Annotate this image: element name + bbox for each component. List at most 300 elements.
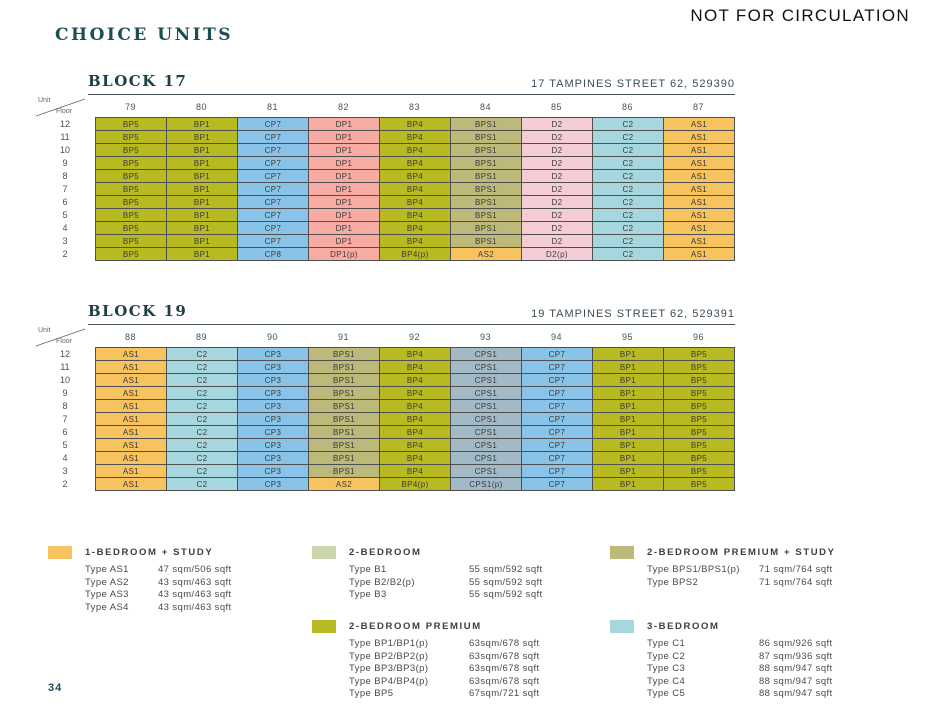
unit-cell: CP7: [238, 196, 309, 209]
unit-cell: BP4: [380, 348, 451, 361]
unit-cell: CP3: [238, 426, 309, 439]
unit-cell: AS1: [664, 144, 735, 157]
unit-grid: [95, 117, 735, 261]
unit-cell: BP5: [664, 348, 735, 361]
unit-stack-number: 85: [550, 102, 562, 112]
unit-stack-number: 81: [266, 102, 278, 112]
unit-cell: BPS1: [309, 452, 380, 465]
unit-cell: BP1: [167, 248, 238, 261]
unit-cell: BP5: [664, 439, 735, 452]
unit-cell: C2: [167, 478, 238, 491]
unit-cell: CP7: [522, 426, 593, 439]
floor-label: 5: [62, 440, 68, 450]
unit-cell: BP5: [96, 131, 167, 144]
unit-cell: BP1: [593, 465, 664, 478]
unit-stack-number: 87: [692, 102, 704, 112]
floor-label: 8: [62, 171, 68, 181]
unit-cell: D2(p): [522, 248, 593, 261]
unit-cell: AS1: [96, 478, 167, 491]
unit-cell: CP7: [238, 235, 309, 248]
unit-cell: BP1: [167, 144, 238, 157]
unit-grid: [95, 347, 735, 491]
legend-item: [647, 651, 833, 664]
unit-axis-label: Unit: [38, 327, 51, 334]
unit-cell: BP1: [167, 222, 238, 235]
unit-numbers-row: [35, 327, 735, 347]
legend-type: Type BP2/BP2(p): [349, 650, 429, 662]
unit-cell: C2: [593, 144, 664, 157]
floor-axis-label: Floor: [56, 338, 72, 345]
floor-label: 7: [62, 414, 68, 424]
unit-cell: C2: [167, 348, 238, 361]
unit-cell: CP7: [522, 478, 593, 491]
unit-stack-number: 82: [337, 102, 349, 112]
unit-cell: CP3: [238, 374, 309, 387]
unit-cell: BP1: [593, 361, 664, 374]
unit-axis-label: Unit: [38, 97, 51, 104]
floor-label: 2: [62, 479, 68, 489]
unit-cell: BP4: [380, 144, 451, 157]
unit-cell: CP3: [238, 348, 309, 361]
unit-cell: AS2: [309, 478, 380, 491]
floor-label: 4: [62, 453, 68, 463]
legend-2-bedroom: [312, 546, 543, 602]
legend-item: [85, 577, 232, 590]
floor-label: 10: [59, 375, 70, 385]
legend-size: 43 sqm/463 sqft: [158, 576, 232, 588]
unit-cell: CPS1: [451, 361, 522, 374]
unit-cell: DP1: [309, 131, 380, 144]
unit-cell: CPS1: [451, 465, 522, 478]
unit-cell: BP1: [167, 131, 238, 144]
unit-cell: AS1: [664, 222, 735, 235]
legend-size: 67sqm/721 sqft: [469, 688, 540, 700]
unit-cell: BPS1: [451, 222, 522, 235]
unit-cell: DP1: [309, 222, 380, 235]
unit-cell: CPS1: [451, 374, 522, 387]
unit-cell: BP5: [96, 118, 167, 131]
floor-label: 3: [62, 466, 68, 476]
unit-cell: CP7: [522, 361, 593, 374]
legend-item: [349, 651, 540, 664]
unit-stack-number: 91: [337, 332, 349, 342]
unit-cell: BP5: [96, 222, 167, 235]
legend-item: [647, 577, 836, 590]
unit-stack-number: 88: [124, 332, 136, 342]
unit-cell: C2: [593, 118, 664, 131]
block-address: 17 TAMPINES STREET 62, 529390: [531, 78, 735, 90]
unit-cell: C2: [593, 170, 664, 183]
unit-cell: BP4: [380, 222, 451, 235]
legend-type: Type C3: [647, 663, 686, 675]
unit-cell: CPS1: [451, 452, 522, 465]
legend-swatch: [610, 620, 634, 633]
page-number: 34: [48, 682, 63, 694]
unit-cell: CP7: [522, 452, 593, 465]
floor-label: 9: [62, 158, 68, 168]
unit-cell: BP5: [96, 248, 167, 261]
unit-cell: CP3: [238, 361, 309, 374]
unit-cell: BP4: [380, 387, 451, 400]
unit-cell: BP4: [380, 118, 451, 131]
unit-cell: D2: [522, 170, 593, 183]
legend-size: 55 sqm/592 sqft: [469, 576, 543, 588]
unit-cell: C2: [593, 222, 664, 235]
legend-2-bedroom-premium-study: [610, 546, 836, 589]
floor-label: 10: [59, 145, 70, 155]
legend-item: [349, 688, 540, 701]
unit-cell: BPS1: [451, 118, 522, 131]
unit-cell: BP4: [380, 413, 451, 426]
unit-cell: CP7: [238, 209, 309, 222]
legend-type: Type B1: [349, 564, 387, 575]
floor-label: 5: [62, 210, 68, 220]
unit-cell: CP7: [238, 170, 309, 183]
legend-type: Type BP3/BP3(p): [349, 663, 429, 675]
unit-cell: BP4: [380, 183, 451, 196]
legend-type: Type AS4: [85, 601, 129, 613]
legend-item: [349, 676, 540, 689]
unit-cell: CP7: [238, 183, 309, 196]
unit-cell: D2: [522, 131, 593, 144]
unit-cell: C2: [167, 387, 238, 400]
legend-title: 3-BEDROOM: [647, 621, 720, 632]
unit-cell: C2: [167, 361, 238, 374]
unit-cell: BP4: [380, 374, 451, 387]
legend-type: Type C5: [647, 688, 686, 700]
unit-stack-number: 92: [408, 332, 420, 342]
unit-cell: D2: [522, 118, 593, 131]
unit-stack-number: 84: [479, 102, 491, 112]
unit-cell: BP1: [167, 209, 238, 222]
unit-cell: BPS1: [451, 170, 522, 183]
floor-axis-label: Floor: [56, 108, 72, 115]
floor-labels-column: [35, 347, 95, 491]
unit-cell: CP7: [522, 400, 593, 413]
legend-size: 47 sqm/506 sqft: [158, 564, 232, 575]
legend-size: 55 sqm/592 sqft: [469, 564, 543, 575]
unit-cell: CP7: [238, 157, 309, 170]
legend-item: [647, 564, 836, 577]
unit-cell: AS1: [664, 196, 735, 209]
unit-cell: BP5: [664, 452, 735, 465]
unit-cell: AS1: [664, 248, 735, 261]
legend-item: [85, 602, 232, 615]
unit-cell: CP7: [522, 387, 593, 400]
unit-cell: BPS1: [309, 374, 380, 387]
legend-type: Type BP4/BP4(p): [349, 675, 429, 687]
page-title: CHOICE UNITS: [55, 25, 234, 45]
unit-cell: BP1: [593, 413, 664, 426]
unit-cell: BP5: [664, 361, 735, 374]
unit-cell: AS1: [664, 235, 735, 248]
block-header: [88, 72, 735, 95]
unit-numbers-row: [35, 97, 735, 117]
unit-cell: BP5: [96, 157, 167, 170]
unit-cell: C2: [167, 452, 238, 465]
legend-type: Type BPS2: [647, 576, 699, 588]
unit-cell: BP4: [380, 235, 451, 248]
legend-item: [647, 638, 833, 651]
legend-item: [85, 564, 232, 577]
unit-cell: AS1: [664, 118, 735, 131]
legend-item: [349, 564, 543, 577]
legend-3-bedroom: [610, 620, 833, 701]
unit-cell: BP4: [380, 465, 451, 478]
unit-cell: CP3: [238, 413, 309, 426]
unit-cell: C2: [167, 374, 238, 387]
unit-stack-number: 80: [195, 102, 207, 112]
unit-cell: BP1: [167, 170, 238, 183]
floor-label: 9: [62, 388, 68, 398]
unit-cell: CP3: [238, 478, 309, 491]
unit-cell: DP1: [309, 157, 380, 170]
unit-cell: D2: [522, 235, 593, 248]
floor-label: 4: [62, 223, 68, 233]
unit-cell: BP1: [167, 196, 238, 209]
unit-cell: C2: [593, 248, 664, 261]
unit-cell: BP1: [593, 400, 664, 413]
unit-cell: AS1: [96, 439, 167, 452]
unit-cell: CP7: [522, 348, 593, 361]
unit-cell: C2: [167, 400, 238, 413]
unit-cell: AS2: [451, 248, 522, 261]
unit-floor-corner: [35, 327, 95, 347]
unit-cell: DP1: [309, 183, 380, 196]
legend-swatch: [48, 546, 72, 559]
unit-cell: BPS1: [309, 426, 380, 439]
unit-cell: C2: [167, 413, 238, 426]
floor-label: 6: [62, 427, 68, 437]
unit-cell: AS1: [96, 361, 167, 374]
unit-cell: BPS1: [309, 413, 380, 426]
floor-label: 2: [62, 249, 68, 259]
unit-cell: CP7: [238, 222, 309, 235]
legend-size: 88 sqm/947 sqft: [759, 675, 833, 687]
legend-items: [85, 564, 232, 614]
unit-cell: D2: [522, 144, 593, 157]
unit-cell: BP1: [593, 387, 664, 400]
unit-cell: D2: [522, 209, 593, 222]
unit-stack-number: 94: [550, 332, 562, 342]
unit-cell: BPS1: [451, 235, 522, 248]
unit-stack-number: 96: [692, 332, 704, 342]
legend-swatch: [312, 620, 336, 633]
unit-stack-number: 79: [124, 102, 136, 112]
unit-cell: BP5: [664, 426, 735, 439]
unit-cell: DP1: [309, 209, 380, 222]
legend-items: [349, 638, 540, 701]
legend-size: 43 sqm/463 sqft: [158, 601, 232, 613]
unit-cell: BPS1: [309, 465, 380, 478]
unit-grid-body: [35, 117, 735, 261]
unit-cell: CP7: [522, 374, 593, 387]
unit-cell: C2: [167, 439, 238, 452]
unit-cell: BP5: [96, 144, 167, 157]
unit-cell: BPS1: [309, 361, 380, 374]
block-title: BLOCK 19: [88, 302, 188, 320]
legend-item: [349, 638, 540, 651]
unit-stack-number: 95: [621, 332, 633, 342]
unit-cell: DP1: [309, 196, 380, 209]
unit-cell: BP1: [593, 374, 664, 387]
legend-item: [349, 589, 543, 602]
unit-cell: BP5: [664, 413, 735, 426]
legend-size: 87 sqm/936 sqft: [759, 650, 833, 662]
legend-size: 88 sqm/947 sqft: [759, 663, 833, 675]
unit-cell: CP7: [238, 131, 309, 144]
unit-cell: AS1: [96, 387, 167, 400]
legend-type: Type C4: [647, 675, 686, 687]
floor-label: 12: [59, 119, 70, 129]
unit-cell: BP4: [380, 196, 451, 209]
unit-cell: BPS1: [309, 387, 380, 400]
unit-cell: BPS1: [451, 144, 522, 157]
unit-cell: BP4: [380, 157, 451, 170]
unit-cell: AS1: [664, 131, 735, 144]
unit-cell: BP5: [96, 196, 167, 209]
unit-cell: BP1: [167, 235, 238, 248]
unit-cell: AS1: [664, 209, 735, 222]
floor-label: 6: [62, 197, 68, 207]
unit-cell: BP1: [593, 478, 664, 491]
unit-cell: C2: [593, 131, 664, 144]
block-19-section: [35, 302, 735, 491]
unit-cell: BPS1: [451, 196, 522, 209]
unit-stack-number: 93: [479, 332, 491, 342]
legend-size: 63sqm/678 sqft: [469, 638, 540, 649]
unit-cell: AS1: [96, 426, 167, 439]
unit-cell: C2: [593, 157, 664, 170]
unit-cell: D2: [522, 183, 593, 196]
legend-item: [647, 676, 833, 689]
unit-cell: BP4: [380, 131, 451, 144]
legend-size: 43 sqm/463 sqft: [158, 589, 232, 601]
unit-cell: CP7: [522, 465, 593, 478]
unit-cell: C2: [167, 465, 238, 478]
legend-size: 55 sqm/592 sqft: [469, 589, 543, 601]
legend-size: 86 sqm/926 sqft: [759, 638, 833, 649]
unit-cell: AS1: [96, 413, 167, 426]
unit-cell: CPS1: [451, 400, 522, 413]
unit-cell: D2: [522, 157, 593, 170]
legend-title: 2-BEDROOM PREMIUM: [349, 621, 482, 632]
unit-cell: BP5: [664, 465, 735, 478]
legend-type: Type C2: [647, 650, 686, 662]
unit-cell: BP4(p): [380, 248, 451, 261]
unit-cell: BP5: [96, 170, 167, 183]
legend-item: [349, 577, 543, 590]
unit-cell: AS1: [96, 465, 167, 478]
block-17-section: [35, 72, 735, 261]
legend-type: Type B2/B2(p): [349, 576, 415, 588]
unit-cell: D2: [522, 222, 593, 235]
legend-1-bedroom-study: [48, 546, 232, 614]
unit-cell: AS1: [96, 374, 167, 387]
floor-label: 8: [62, 401, 68, 411]
legend-type: Type B3: [349, 589, 387, 601]
unit-cell: DP1: [309, 235, 380, 248]
unit-cell: CPS1(p): [451, 478, 522, 491]
unit-cell: DP1: [309, 118, 380, 131]
unit-cell: CP8: [238, 248, 309, 261]
unit-cell: BP1: [167, 183, 238, 196]
legend-swatch: [610, 546, 634, 559]
unit-cell: BP1: [167, 157, 238, 170]
unit-cell: BP4: [380, 170, 451, 183]
unit-cell: BP4(p): [380, 478, 451, 491]
legend-item: [349, 663, 540, 676]
unit-cell: CP3: [238, 439, 309, 452]
floor-label: 12: [59, 349, 70, 359]
unit-cell: BP5: [664, 387, 735, 400]
legend-size: 71 sqm/764 sqft: [759, 564, 833, 575]
unit-cell: AS1: [96, 452, 167, 465]
unit-cell: AS1: [96, 400, 167, 413]
unit-cell: AS1: [664, 183, 735, 196]
unit-cell: D2: [522, 196, 593, 209]
legend-size: 63sqm/678 sqft: [469, 663, 540, 675]
unit-cell: BP1: [593, 452, 664, 465]
unit-cell: BPS1: [309, 400, 380, 413]
unit-cell: C2: [167, 426, 238, 439]
block-title: BLOCK 17: [88, 72, 188, 90]
unit-cell: BP4: [380, 400, 451, 413]
legend-type: Type C1: [647, 638, 686, 649]
unit-cell: BP5: [664, 374, 735, 387]
unit-cell: BP5: [96, 209, 167, 222]
unit-cell: CP7: [522, 439, 593, 452]
unit-cell: BPS1: [451, 157, 522, 170]
unit-cell: BP5: [664, 400, 735, 413]
unit-cell: BPS1: [451, 131, 522, 144]
unit-cell: CP3: [238, 452, 309, 465]
legend-type: Type BPS1/BPS1(p): [647, 564, 740, 575]
unit-cell: BP4: [380, 452, 451, 465]
unit-cell: BPS1: [309, 348, 380, 361]
unit-stack-number: 83: [408, 102, 420, 112]
unit-cell: BPS1: [451, 209, 522, 222]
legend-type: Type BP1/BP1(p): [349, 638, 429, 649]
floor-labels-column: [35, 117, 95, 261]
unit-cell: BP4: [380, 209, 451, 222]
unit-cell: C2: [593, 183, 664, 196]
unit-cell: CPS1: [451, 413, 522, 426]
unit-cell: CP3: [238, 400, 309, 413]
unit-cell: AS1: [664, 157, 735, 170]
legend-type: Type BP5: [349, 688, 394, 700]
unit-cell: CP3: [238, 465, 309, 478]
unit-cell: C2: [593, 209, 664, 222]
unit-cell: BP1: [593, 348, 664, 361]
unit-cell: AS1: [664, 170, 735, 183]
floor-label: 11: [60, 362, 70, 372]
legend-size: 71 sqm/764 sqft: [759, 576, 833, 588]
legend-swatch: [312, 546, 336, 559]
legend-size: 63sqm/678 sqft: [469, 650, 540, 662]
unit-cell: BP1: [167, 118, 238, 131]
unit-cell: BP1: [593, 426, 664, 439]
watermark: NOT FOR CIRCULATION: [690, 6, 910, 25]
unit-cell: BPS1: [451, 183, 522, 196]
unit-cell: DP1(p): [309, 248, 380, 261]
unit-cell: CP7: [238, 144, 309, 157]
legend-item: [85, 589, 232, 602]
legend-items: [647, 564, 836, 589]
floor-label: 3: [62, 236, 68, 246]
block-header: [88, 302, 735, 325]
legend-type: Type AS3: [85, 589, 129, 601]
